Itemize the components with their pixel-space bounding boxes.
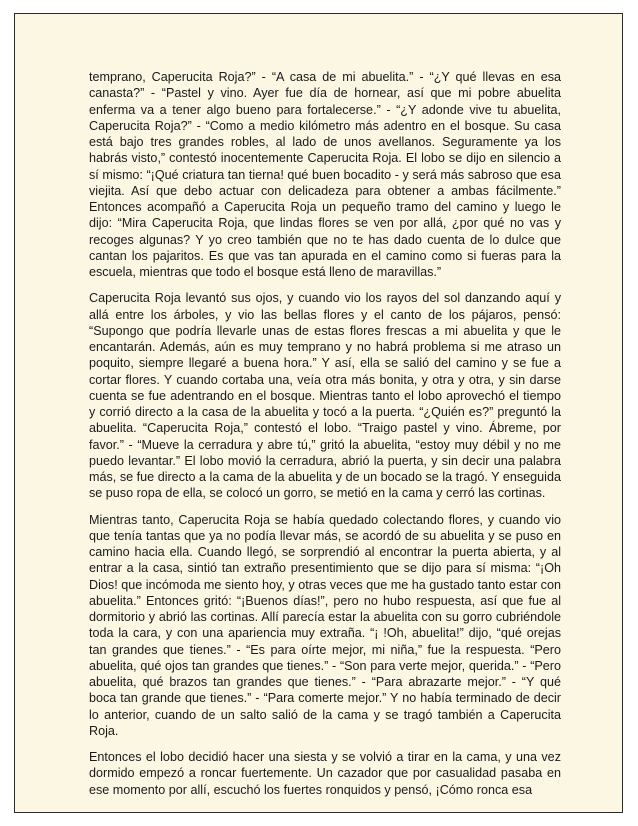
document-page xyxy=(14,13,623,813)
paragraph: Mientras tanto, Caperucita Roja se había quedado colectando flores, y cuando vio que tenía tantas que ya no podía llevar más, se acordó de su abuelita y se puso en camino hacia ella. Cuando llegó, se sorprendió al encontrar la puerta abierta, y al entrar a la casa, sintió tan extraño presentimiento que se dijo para sí misma: “¡Oh Dios! que incómoda me siento hoy, y otras veces que me ha gustado tanto estar con abuelita.” Entonces gritó: “¡Buenos días!”, pero no hubo respuesta, así que fue al dormitorio y abrió las cortinas. Allí parecía estar la abuelita con su gorro cubriéndole toda la cara, y con una apariencia muy extraña. “¡ !Oh, abuelita!” dijo, “qué orejas tan grandes que tienes.” - “Es para oírte mejor, mi niña,” fue la respuesta. “Pero abuelita, qué ojos tan grandes que tienes.” - “Son para verte mejor, querida.” - “Pero abuelita, qué brazos tan grandes que tienes.” - “Para abrazarte mejor.” - “Y qué boca tan grande que tienes.” - “Para comerte mejor.” Y no había terminado de decir lo anterior, cuando de un salto salió de la cama y se tragó también a Caperucita Roja. xyxy=(89,512,561,738)
paragraph: Entonces el lobo decidió hacer una siesta y se volvió a tirar en la cama, y una vez dormido empezó a roncar fuertemente. Un cazador que por casualidad pasaba en ese momento por allí, escuchó los fuertes ronquidos y pensó, ¡Cómo ronca esa xyxy=(89,750,561,797)
paragraph: Caperucita Roja levantó sus ojos, y cuando vio los rayos del sol danzando aquí y allá entre los árboles, y vio las bellas flores y el canto de los pájaros, pensó: “Supongo que podría llevarle unas de estas flores frescas a mi abuelita y que le encantarán. Además, aún es muy temprano y no habrá problema si me atraso un poquito, siempre llegaré a buena hora.” Y así, ella se salió del camino y se fue a cortar flores. Y cuando cortaba una, veía otra más bonita, y otra y otra, y sin darse cuenta se fue adentrando en el bosque. Mientras tanto el lobo aprovechó el tiempo y corrió directo a la casa de la abuelita y tocó a la puerta. “¿Quién es?” preguntó la abuelita. “Caperucita Roja,” contestó el lobo. “Traigo pastel y vino. Ábreme, por favor.” - “Mueve la cerradura y abre tú,” gritó la abuelita, “estoy muy débil y no me puedo levantar.” El lobo movió la cerradura, abrió la puerta, y sin decir una palabra más, se fue directo a la cama de la abuelita y de un bocado se la tragó. Y enseguida se puso ropa de ella, se colocó un gorro, se metió en la cama y cerró las cortinas. xyxy=(89,291,561,501)
document-body xyxy=(89,69,561,808)
paragraph: temprano, Caperucita Roja?” - “A casa de mi abuelita.” - “¿Y qué llevas en esa canasta?” - “Pastel y vino. Ayer fue día de hornear, así que mi pobre abuelita enferma va a tener algo bueno para fortalecerse.” - “¿Y adonde vive tu abuelita, Caperucita Roja?” - “Como a medio kilómetro más adentro en el bosque. Su casa está bajo tres grandes robles, al lado de unos avellanos. Seguramente ya los habrás visto,” contestó inocentemente Caperucita Roja. El lobo se dijo en silencio a sí mismo: “¡Qué criatura tan tierna! qué buen bocadito - y será más sabroso que esa viejita. Así que debo actuar con delicadeza para obtener a ambas fácilmente.” Entonces acompañó a Caperucita Roja un pequeño tramo del camino y luego le dijo: “Mira Caperucita Roja, que lindas flores se ven por allá, ¿por qué no vas y recoges algunas? Y yo creo también que no te has dado cuenta de lo dulce que cantan los pajaritos. Es que vas tan apurada en el camino como si fueras para la escuela, mientras que todo el bosque está lleno de maravillas.” xyxy=(89,70,561,279)
